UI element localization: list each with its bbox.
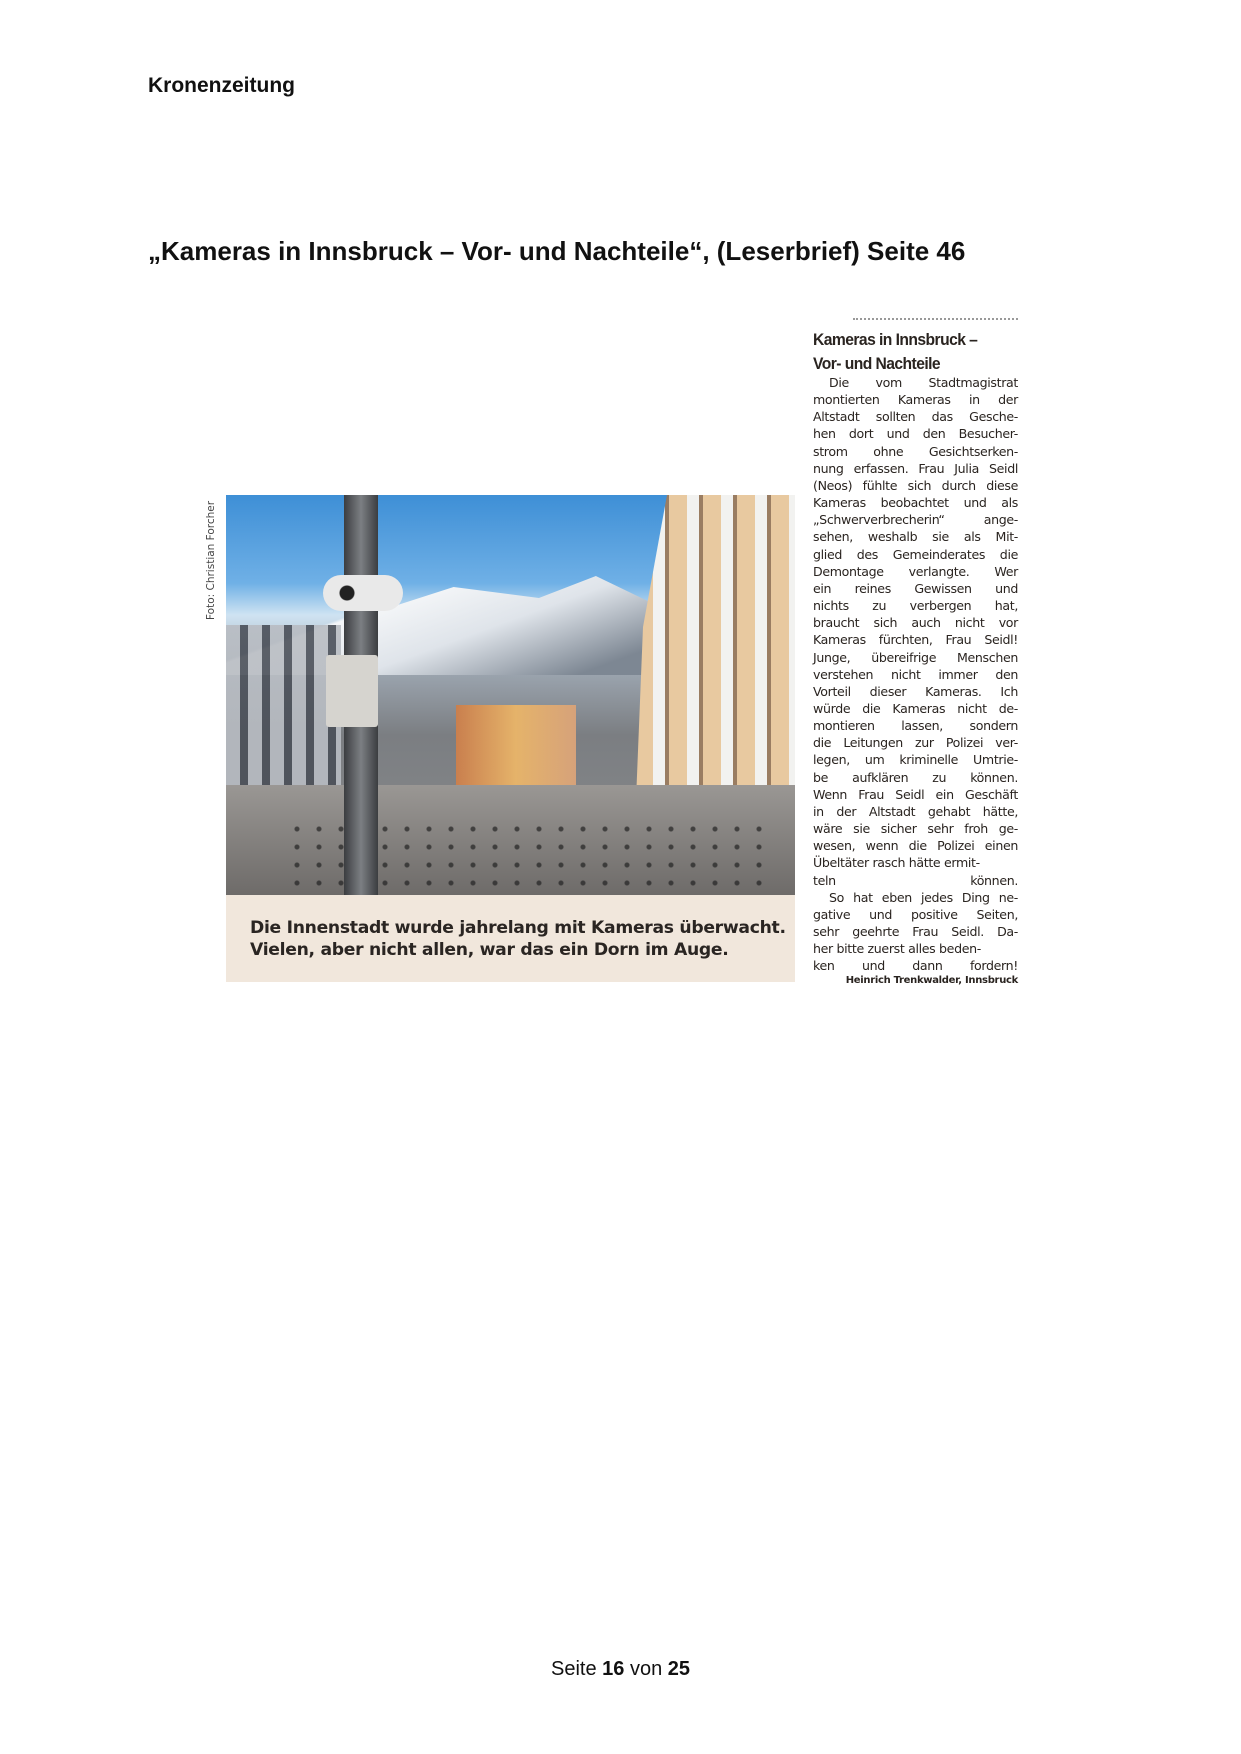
body-line: So hat eben jedes Ding ne- [829, 889, 1018, 905]
body-line: Kameras beobachtet und als [813, 495, 1018, 511]
article-photo [226, 495, 795, 895]
photo-caption [226, 895, 795, 982]
body-line: nichts zu verbergen hat, [813, 598, 1018, 614]
body-line: Kameras fürchten, Frau Seidl! [813, 632, 1018, 648]
photo-credit-text: Foto: Christian Forcher [205, 500, 217, 620]
body-line: braucht sich auch nicht vor [813, 615, 1018, 631]
footer-prefix: Seite [550, 1658, 597, 1680]
letter-signature: Heinrich Trenkwalder, Innsbruck [845, 975, 1018, 987]
body-line: be aufklären zu können. [813, 769, 1018, 785]
body-line: sehr geehrte Frau Seidl. Da- [813, 924, 1018, 939]
body-line: wäre sie sicher sehr froh ge- [813, 821, 1018, 837]
junction-box [326, 655, 378, 727]
body-line: Wenn Frau Seidl ein Geschäft [813, 786, 1018, 802]
body-line: teln können. [813, 872, 1018, 888]
body-line: Vorteil dieser Kameras. Ich [813, 683, 1018, 699]
total-pages: 25 [667, 1658, 691, 1680]
body-line: Altstadt sollten das Gesche- [813, 409, 1018, 425]
camera-icon [323, 575, 403, 611]
body-line: würde die Kameras nicht de- [813, 700, 1018, 716]
body-line: „Schwerverbrecherin“ ange- [813, 512, 1018, 528]
body-line: ein reines Gewissen und [813, 580, 1018, 596]
body-line: nung erfassen. Frau Julia Seidl [813, 460, 1018, 476]
buildings-right [635, 495, 795, 825]
body-line: Junge, übereifrige Menschen [813, 649, 1018, 665]
body-line: verstehen nicht immer den [813, 666, 1018, 682]
body-line: montierten Kameras in der [813, 392, 1018, 408]
caption-line: Die Innenstadt wurde jahrelang mit Kameras überwacht. [250, 918, 786, 938]
body-line: in der Altstadt gehabt hätte, [813, 803, 1018, 819]
body-line: sehen, weshalb sie als Mit- [813, 529, 1018, 545]
body-line: die Leitungen zur Polizei ver- [813, 735, 1018, 751]
page-title: „Kameras in Innsbruck – Vor- und Nachteile“, (Leserbrief) Seite 46 [148, 236, 966, 266]
body-line: (Neos) fühlte sich durch diese [813, 477, 1018, 493]
body-line: montieren lassen, sondern [813, 718, 1018, 734]
body-line: legen, um kriminelle Umtrie- [813, 752, 1018, 768]
body-line: glied des Gemeinderates die [813, 546, 1018, 562]
photo-credit [205, 495, 227, 620]
caption-line: Vielen, aber nicht allen, war das ein Dorn im Auge. [250, 940, 729, 960]
buildings-center [456, 705, 576, 795]
body-line: Übeltäter rasch hätte ermit- [813, 855, 980, 871]
body-line: her bitte zuerst alles beden- [813, 941, 981, 957]
body-line: strom ohne Gesichtserken- [813, 443, 1018, 459]
current-page: 16 [602, 1658, 625, 1680]
body-line: wesen, wenn die Polizei einen [813, 838, 1018, 854]
body-line: gative und positive Seiten, [813, 906, 1018, 922]
footer-middle: von [629, 1658, 663, 1680]
letter-headline: Vor- und Nachteile [813, 354, 941, 373]
letter-column [813, 318, 1018, 986]
page-footer [0, 1658, 1241, 1681]
column-kicker-rule [853, 318, 1018, 326]
body-line: Die vom Stadtmagistrat [829, 375, 1018, 390]
body-line: hen dort und den Besucher- [813, 426, 1018, 442]
publication-name: Kronenzeitung [148, 74, 295, 97]
body-line: ken und dann fordern! [813, 958, 1018, 974]
letter-headline: Kameras in Innsbruck – [813, 330, 978, 349]
letter-body [813, 374, 1018, 974]
body-line: Demontage verlangte. Wer [813, 563, 1018, 579]
